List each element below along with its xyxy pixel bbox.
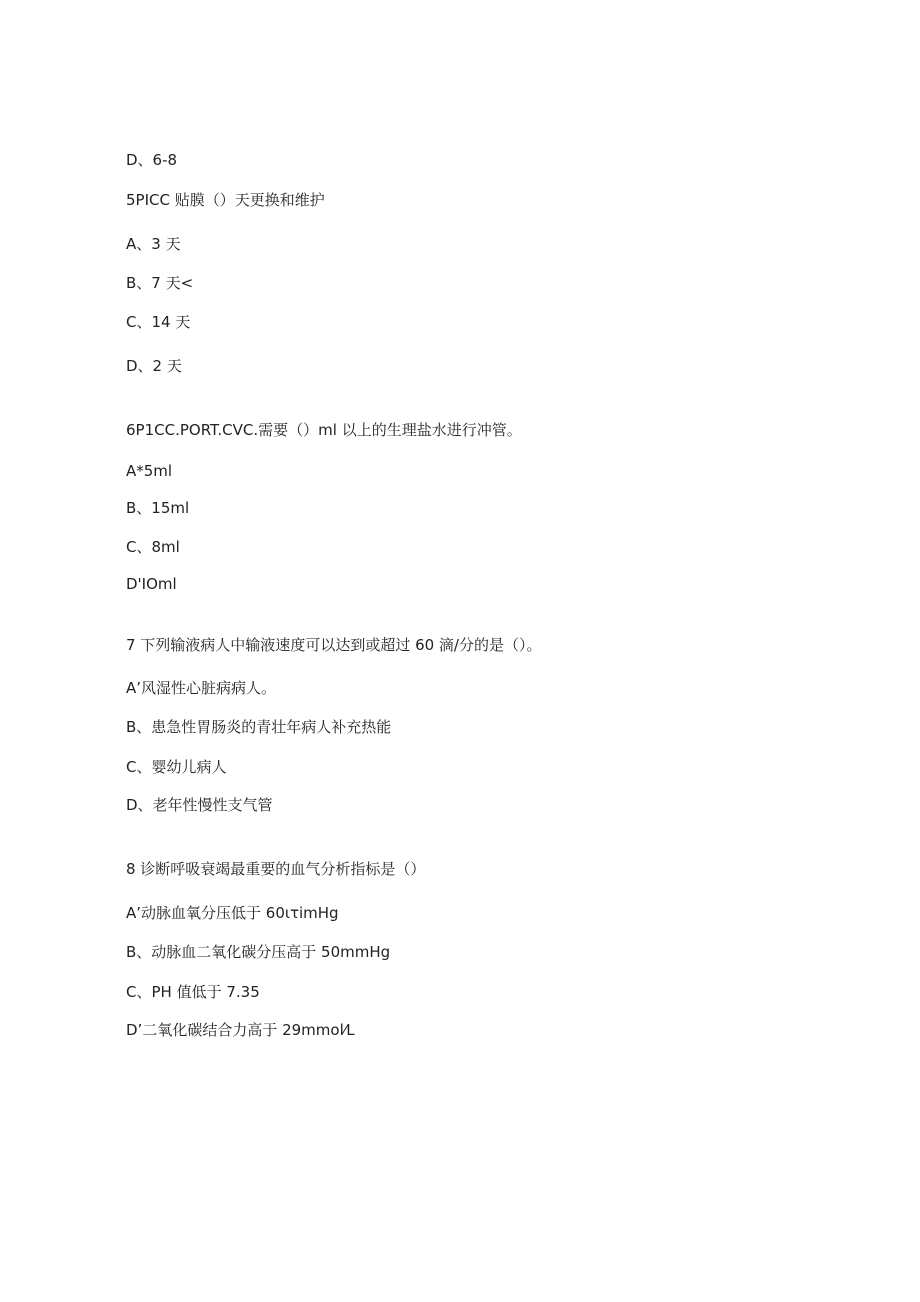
q8-option-b: B、动脉血二氧化碳分压高于 50mmHg [126,943,391,961]
q7-option-b: B、患急性胃肠炎的青壮年病人补充热能 [126,718,392,736]
q5-question: 5PICC 贴膜（）天更换和维护 [126,191,325,209]
q7-option-a: A’风湿性心脏病病人。 [126,679,277,697]
q8-option-d: D’二氧化碳结合力高于 29mmol⁄L [126,1021,355,1039]
q6-option-d: D'IOml [126,575,177,593]
q5-option-a: A、3 天 [126,235,181,253]
q5-option-b: B、7 天< [126,274,194,292]
q7-option-c: C、婴幼儿病人 [126,758,227,776]
q6-option-b: B、15ml [126,499,190,517]
q8-option-a: A’动脉血氧分压低于 60ιτimHg [126,904,339,922]
q7-question: 7 下列输液病人中输液速度可以达到或超过 60 滴/分的是（）。 [126,636,542,654]
q5-option-c: C、14 天 [126,313,191,331]
q8-question: 8 诊断呼吸衰竭最重要的血气分析指标是（） [126,860,426,878]
q6-question: 6P1CC.PORT.CVC.需要（）ml 以上的生理盐水进行冲管。 [126,421,522,439]
q7-option-d: D、老年性慢性支气管 [126,796,273,814]
q4-option-d: D、6-8 [126,151,178,169]
q5-option-d: D、2 天 [126,357,182,375]
q6-option-a: A*5ml [126,462,173,480]
q6-option-c: C、8ml [126,538,180,556]
q8-option-c: C、PH 值低于 7.35 [126,983,260,1001]
